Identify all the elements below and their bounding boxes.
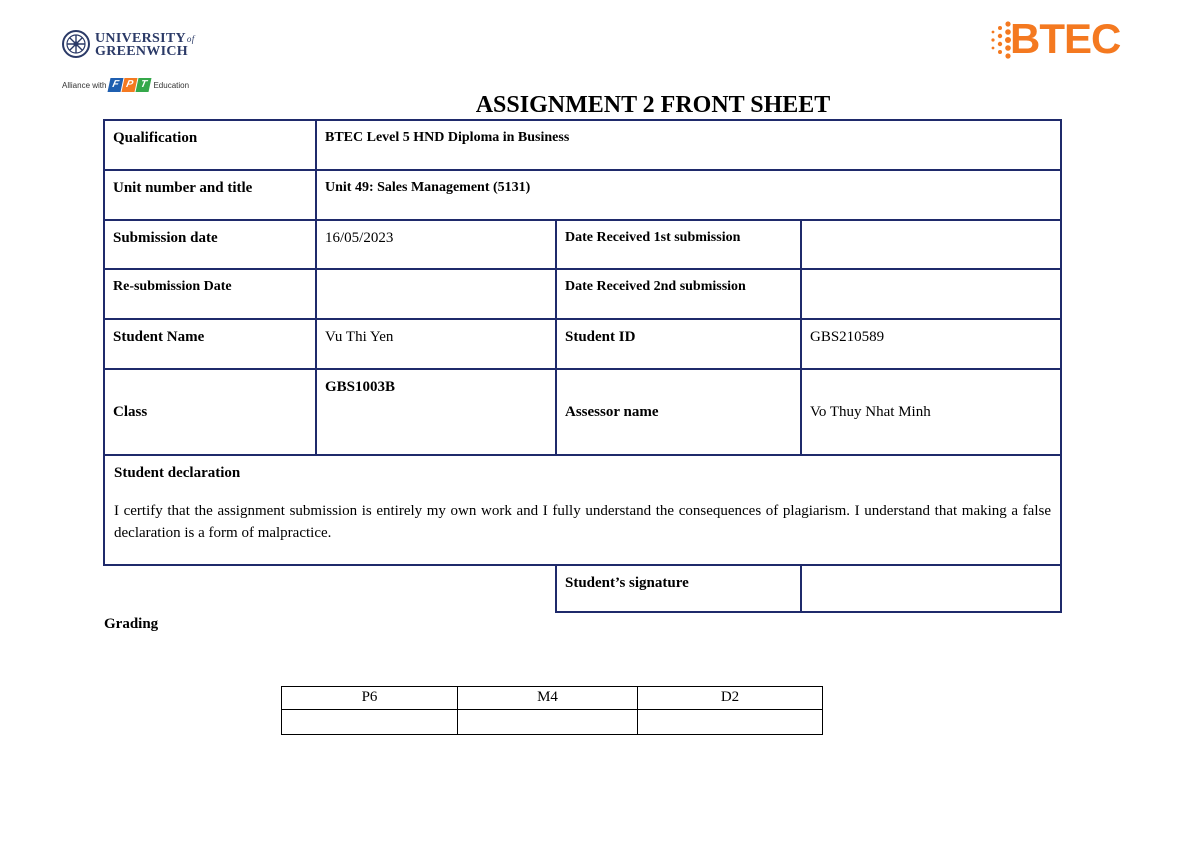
resubmission-date-label: Re-submission Date — [103, 268, 317, 320]
class-value: GBS1003B — [315, 368, 557, 456]
unit-label: Unit number and title — [103, 169, 317, 221]
alliance-prefix: Alliance with — [62, 80, 107, 90]
greenwich-logo-line2: GREENWICH — [95, 44, 188, 59]
grade-header-d2: D2 — [637, 686, 823, 710]
grade-value-p6[interactable] — [281, 709, 458, 735]
date-received-2-label: Date Received 2nd submission — [555, 268, 802, 320]
btec-logo — [988, 14, 1144, 64]
signature-label: Student’s signature — [555, 564, 802, 613]
university-seal-icon — [62, 30, 90, 58]
page-title: ASSIGNMENT 2 FRONT SHEET — [475, 92, 831, 118]
qualification-value: BTEC Level 5 HND Diploma in Business — [315, 119, 1062, 171]
fpt-letter-p: P — [122, 78, 138, 92]
date-received-2-value — [800, 268, 1062, 320]
student-id-value: GBS210589 — [800, 318, 1062, 370]
greenwich-fpt-logo — [62, 30, 202, 92]
submission-date-value: 16/05/2023 — [315, 219, 557, 270]
unit-value: Unit 49: Sales Management (5131) — [315, 169, 1062, 221]
btec-dots-icon — [988, 18, 1012, 62]
assessor-label: Assessor name — [555, 368, 802, 456]
grade-value-m4[interactable] — [457, 709, 638, 735]
student-id-label: Student ID — [555, 318, 802, 370]
declaration-heading: Student declaration — [114, 465, 241, 481]
submission-date-label: Submission date — [103, 219, 317, 270]
date-received-1-label: Date Received 1st submission — [555, 219, 802, 270]
signature-field[interactable] — [800, 564, 1062, 613]
fpt-letter-t: T — [136, 78, 152, 92]
greenwich-logo-line1: UNIVERSITYof — [95, 31, 195, 46]
resubmission-date-value — [315, 268, 557, 320]
grade-header-m4: M4 — [457, 686, 638, 710]
student-name-value: Vu Thi Yen — [315, 318, 557, 370]
assessor-value: Vo Thuy Nhat Minh — [800, 368, 1062, 456]
grade-value-d2[interactable] — [637, 709, 823, 735]
student-name-label: Student Name — [103, 318, 317, 370]
alliance-suffix: Education — [153, 80, 190, 90]
date-received-1-value — [800, 219, 1062, 270]
class-label: Class — [103, 368, 317, 456]
fpt-letter-f: F — [108, 78, 124, 92]
grade-header-p6: P6 — [281, 686, 458, 710]
btec-wordmark: BTEC — [1010, 15, 1121, 62]
grading-heading: Grading — [104, 616, 159, 632]
student-declaration — [103, 454, 1062, 566]
declaration-text: I certify that the assignment submission is entirely my own work and I fully understand the consequences of plagiarism. I understand that making a false declaration is a form of malpractice. — [114, 503, 1051, 541]
qualification-label: Qualification — [103, 119, 317, 171]
